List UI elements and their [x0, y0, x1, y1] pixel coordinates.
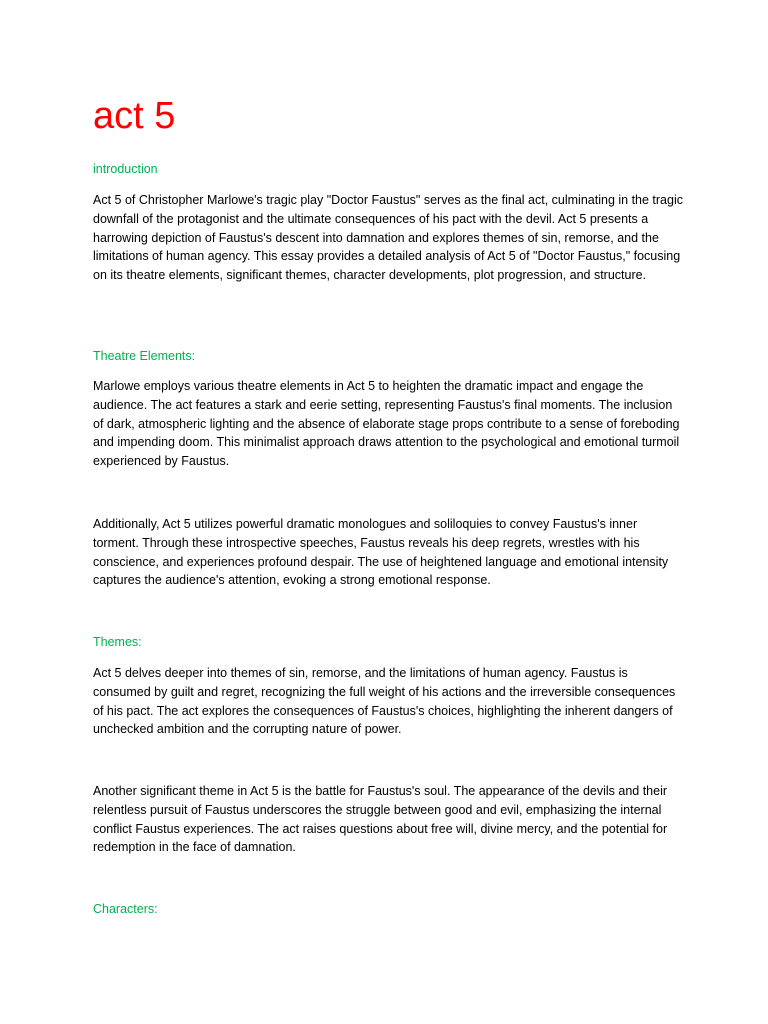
paragraph-theatre-elements-1: Marlowe employs various theatre elements in Act 5 to heighten the dramatic impact and engage the audience. The act features a stark and eerie setting, representing Faustus's final moments. The inclusion of dark, atmospheric lighting and the absence of elaborate stage props contribute to a sense of foreboding and impending doom. This minimalist approach draws attention to the psychological and emotional turmoil experienced by Faustus.	[93, 379, 680, 469]
paragraph-themes-2: Another significant theme in Act 5 is the battle for Faustus's soul. The appearance of the devils and their relentless pursuit of Faustus underscores the struggle between good and evil, emphasizing the internal conflict Faustus experiences. The act raises questions about free will, divine mercy, and the potential for redemption in the face of damnation.	[93, 784, 668, 855]
paragraph-introduction: Act 5 of Christopher Marlowe's tragic play "Doctor Faustus" serves as the final act, culminating in the tragic downfall of the protagonist and the ultimate consequences of his pact with the devil. Act 5 presents a harrowing depiction of Faustus's descent into damnation and explores themes of sin, remorse, and the limitations of human agency. This essay provides a detailed analysis of Act 5 of "Doctor Faustus," focusing on its theatre elements, significant themes, character developments, plot progression, and structure.	[93, 193, 683, 283]
section-heading-characters: Characters:	[93, 902, 158, 916]
paragraph-theatre-elements-2: Additionally, Act 5 utilizes powerful dramatic monologues and soliloquies to convey Faustus's inner torment. Through these introspective speeches, Faustus reveals his deep regrets, wrestles with his conscience, and experiences profound despair. The use of heightened language and emotional intensity captures the audience's attention, evoking a strong emotional response.	[93, 517, 669, 588]
section-heading-theatre-elements: Theatre Elements:	[93, 349, 196, 363]
paragraph-themes-1: Act 5 delves deeper into themes of sin, remorse, and the limitations of human agency. Faustus is consumed by guilt and regret, recognizing the full weight of his actions and the irreversible consequences of his pact. The act explores the consequences of Faustus's choices, highlighting the inherent dangers of unchecked ambition and the corrupting nature of power.	[93, 666, 676, 737]
document-title: act 5	[93, 95, 176, 137]
section-heading-introduction: introduction	[93, 162, 158, 176]
section-heading-themes: Themes:	[93, 635, 142, 649]
